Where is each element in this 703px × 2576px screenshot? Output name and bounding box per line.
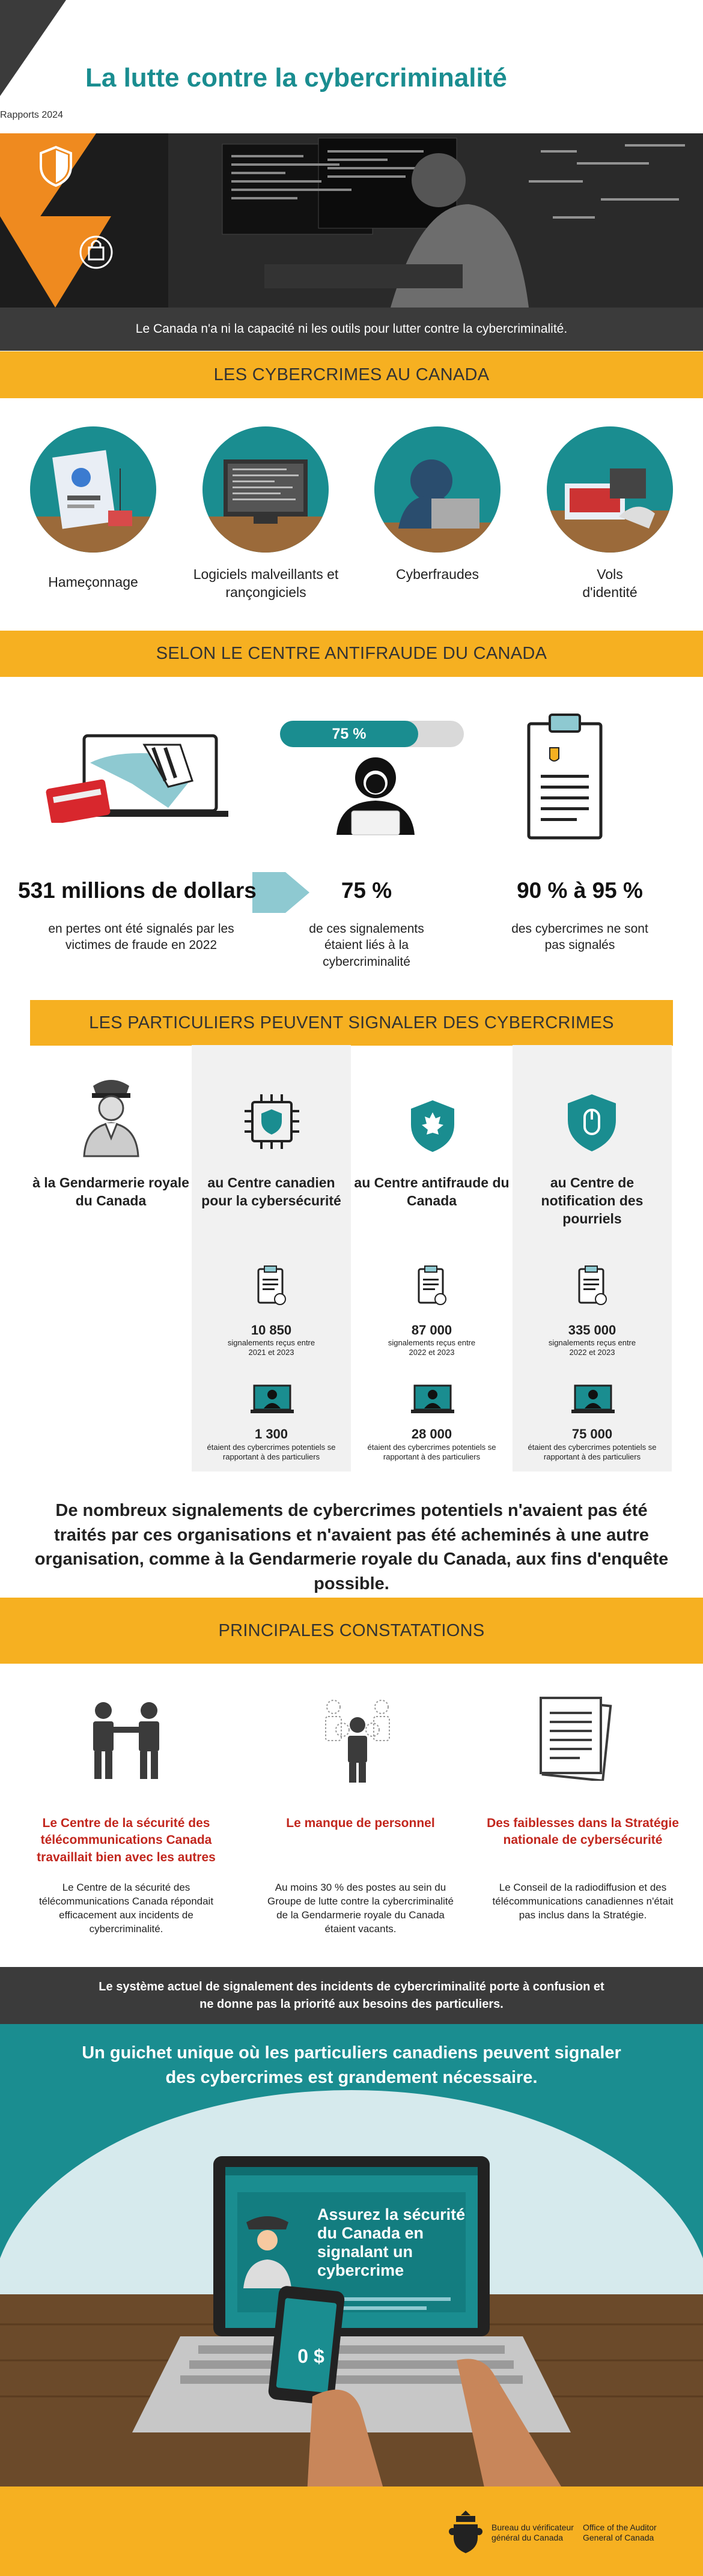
- malware-icon: [202, 426, 329, 553]
- finding-1-head: Le Centre de la sécurité des télécommunications Canada travaillait bien avec les autres: [37, 1816, 216, 1864]
- cyber-centre-shield-icon: [243, 1093, 300, 1150]
- label-identity-theft: Vols d'identité: [582, 566, 638, 600]
- section-report-title: LES PARTICULIERS PEUVENT SIGNALER DES CYBERCRIMES: [30, 1000, 673, 1046]
- header-graphic: [0, 0, 703, 312]
- stat-losses-text: en pertes ont été signalés par les victimes de fraude en 2022: [48, 922, 234, 953]
- cyber-related-count: 1 300: [254, 1426, 288, 1441]
- label-cyberfraud: Cyberfraudes: [395, 566, 479, 582]
- report-badge: Rapports 2024: [0, 110, 63, 120]
- antifraud-related-count: 28 000: [411, 1426, 452, 1441]
- screen-message: Assurez la sécurité du Canada en signalant un cybercrime: [317, 2205, 466, 2280]
- hacker-laptop-icon-antifraud: [410, 1384, 455, 1414]
- stat-unreported-value: 90 % à 95 %: [517, 878, 643, 903]
- org-cyber-name: au Centre canadien pour la cybersécurité: [201, 1175, 341, 1208]
- laptop-card-icon: [36, 727, 228, 823]
- stat-losses-value: 531 millions de dollars: [18, 878, 257, 903]
- antifraud-reports-count: 87 000: [411, 1323, 452, 1338]
- spam-reports-count: 335 000: [568, 1323, 616, 1338]
- footer-fr: Bureau du vérificateur général du Canada: [491, 2523, 574, 2542]
- spam-shield-icon: [565, 1093, 619, 1153]
- section-findings-title: PRINCIPALES CONSTATATIONS: [0, 1598, 703, 1664]
- maple-shield-icon: [409, 1099, 457, 1153]
- section-antifraud-title: SELON LE CENTRE ANTIFRAUDE DU CANADA: [0, 631, 703, 677]
- spam-related-count: 75 000: [571, 1426, 613, 1441]
- documents-icon: [529, 1691, 619, 1781]
- report-icon-antifraud: [415, 1264, 449, 1308]
- phone-amount: 0 $: [297, 2345, 324, 2367]
- page-title: La lutte contre la cybercriminalité: [85, 63, 507, 92]
- hacker-laptop-icon-spam: [570, 1384, 615, 1414]
- org-rcmp-name: à la Gendarmerie royale du Canada: [32, 1175, 189, 1208]
- antifraud-related-text: étaient des cybercrimes potentiels se rapportant à des particuliers: [367, 1443, 496, 1462]
- hacker-laptop-icon-cyber: [249, 1384, 294, 1414]
- finding-3-text: Le Conseil de la radiodiffusion et des télécommunications canadiennes n'était pas inclus dans la Stratégie.: [492, 1882, 674, 1921]
- finding-1-text: Le Centre de la sécurité des télécommunications Canada répondait efficacement aux incidents de cybercriminalité.: [38, 1882, 214, 1935]
- cyber-reports-count: 10 850: [251, 1323, 292, 1338]
- progress-track: [280, 721, 464, 747]
- finding-2-text: Au moins 30 % des postes au sein du Groupe de lutte contre la cybercriminalité de la Gendarmerie royale du Canada étaient vacants.: [267, 1882, 454, 1935]
- rcmp-officer-icon: [81, 1075, 141, 1159]
- clipboard-icon: [520, 709, 610, 841]
- findings-banner: Le système actuel de signalement des incidents de cybercriminalité porte à confusion et ne donne pas la priorité aux besoins des particuliers.: [0, 1967, 703, 2024]
- label-phishing: Hameçonnage: [48, 574, 138, 590]
- cyber-related-text: étaient des cybercrimes potentiels se rapportant à des particuliers: [207, 1443, 336, 1462]
- collaboration-icon: [78, 1700, 174, 1781]
- stat-unreported-text: des cybercrimes ne sont pas signalés: [511, 922, 648, 953]
- coat-of-arms-logo: [448, 2508, 484, 2556]
- footer-en: Office of the Auditor General of Canada: [583, 2523, 657, 2542]
- antifraud-reports-text: signalements reçus entre 2022 et 2023: [388, 1338, 476, 1357]
- stat-share-text: de ces signalements étaient liés à la cybercriminalité: [309, 922, 424, 969]
- hacker-icon: [324, 754, 427, 841]
- finding-2-head: Le manque de personnel: [286, 1816, 435, 1830]
- identity-theft-icon: [547, 426, 673, 553]
- progress-label: 75 %: [332, 726, 367, 742]
- finding-3-head: Des faiblesses dans la Stratégie nationale de cybersécurité: [487, 1816, 679, 1847]
- section-cybercrimes-title: LES CYBERCRIMES AU CANADA: [0, 351, 703, 398]
- header-banner: Le Canada n'a ni la capacité ni les outils pour lutter contre la cybercriminalité.: [0, 308, 703, 351]
- closing-headline: Un guichet unique où les particuliers canadiens peuvent signaler des cybercrimes est grandement nécessaire.: [82, 2043, 621, 2087]
- cyberfraud-icon: [374, 426, 501, 553]
- spam-related-text: étaient des cybercrimes potentiels se rapportant à des particuliers: [528, 1443, 657, 1462]
- report-icon-spam: [576, 1264, 609, 1308]
- reporting-note: De nombreux signalements de cybercrimes potentiels n'avaient pas été traités par ces organisations et n'avaient pas été acheminés à une autre organisation, comme à la Gendarmerie royale du Canada, aux fins d'enquête possible.: [34, 1501, 669, 1593]
- cyber-reports-text: signalements reçus entre 2021 et 2023: [227, 1338, 315, 1357]
- staffing-icon: [318, 1694, 397, 1784]
- phishing-icon: [30, 426, 156, 553]
- closing-panel: [0, 2024, 703, 2505]
- spam-reports-text: signalements reçus entre 2022 et 2023: [548, 1338, 636, 1357]
- org-spam-name: au Centre de notification des pourriels: [541, 1175, 644, 1226]
- stat-share-value: 75 %: [341, 878, 392, 903]
- report-icon-cyber: [255, 1264, 288, 1308]
- label-malware: Logiciels malveillants et rançongiciels: [193, 566, 339, 600]
- org-antifraud-name: au Centre antifraude du Canada: [354, 1175, 510, 1208]
